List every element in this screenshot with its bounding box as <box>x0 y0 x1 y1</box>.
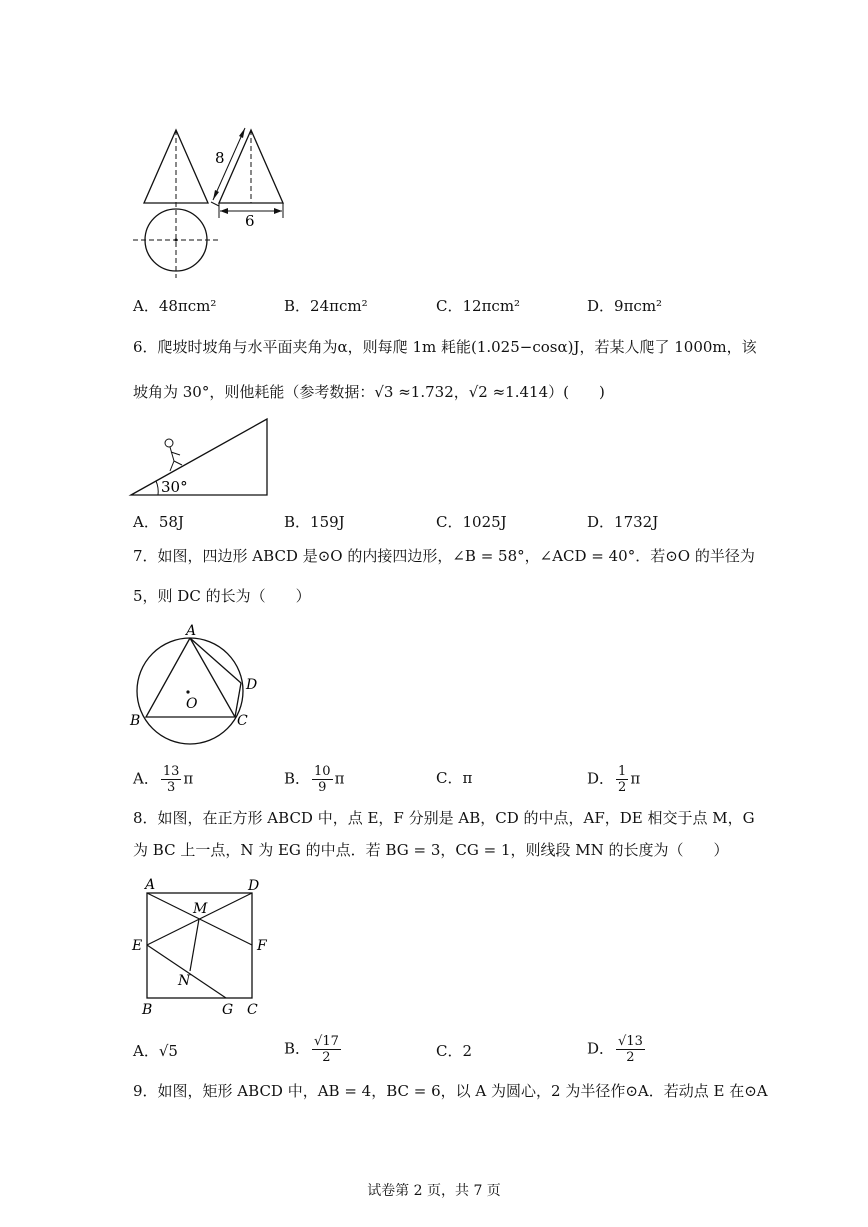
q5-option-b: B．24πcm² <box>284 297 368 315</box>
q5-option-a: A．48πcm² <box>133 297 217 315</box>
dimension-label-6: 6 <box>245 212 255 230</box>
dimension-label-8: 8 <box>215 149 225 167</box>
point-label-b: B <box>142 1002 153 1018</box>
q8-stem-line1: 8．如图，在正方形 ABCD 中，点 E，F 分别是 AB，CD 的中点，AF，DE 相交于点 M，G <box>133 809 755 827</box>
q7-option-c: C．π <box>436 769 473 787</box>
q8-option-a: A．√5 <box>133 1042 178 1060</box>
point-label-a: A <box>145 877 156 893</box>
q7-stem-line1: 7．如图，四边形 ABCD 是⊙O 的内接四边形，∠B = 58°，∠ACD = 40°．若⊙O 的半径为 <box>133 547 755 565</box>
cone-three-view-figure <box>125 118 295 278</box>
inscribed-quadrilateral-figure <box>125 623 265 748</box>
q6-option-d: D．1732J <box>587 513 659 531</box>
point-label-e: E <box>132 938 143 954</box>
q7-option-a: A． $\frac{13}{3}$ π <box>133 764 194 795</box>
point-label-d: D <box>246 677 258 693</box>
point-label-n: N <box>178 973 191 989</box>
slope-angle-label: 30° <box>161 478 188 496</box>
q5-option-d: D．9πcm² <box>587 297 663 315</box>
point-label-c: C <box>237 713 248 729</box>
point-label-g: G <box>222 1002 234 1018</box>
q6-option-c: C．1025J <box>436 513 507 531</box>
q8-option-b: B． $\frac{√17}{2}$ <box>284 1034 339 1065</box>
slope-figure <box>128 415 273 500</box>
point-label-d: D <box>248 878 260 894</box>
q6-stem-line1: 6．爬坡时坡角与水平面夹角为α，则每爬 1m 耗能(1.025−cosα)J，若某人爬了 1000m，该 <box>133 338 757 356</box>
q8-stem-line2: 为 BC 上一点，N 为 EG 的中点．若 BG = 3，CG = 1，则线段 MN 的长度为（ ） <box>133 841 729 859</box>
q7-stem-line2: 5，则 DC 的长为（ ） <box>133 587 311 605</box>
square-figure <box>128 873 278 1021</box>
q8-option-d: D． $\frac{√13}{2}$ <box>587 1034 643 1065</box>
point-label-f: F <box>257 938 267 954</box>
q8-option-c: C．2 <box>436 1042 473 1060</box>
q9-stem-line1: 9．如图，矩形 ABCD 中，AB = 4，BC = 6，以 A 为圆心，2 为半径作⊙A．若动点 E 在⊙A <box>133 1082 768 1100</box>
point-label-c: C <box>247 1002 258 1018</box>
q5-option-c: C．12πcm² <box>436 297 521 315</box>
point-label-b: B <box>130 713 141 729</box>
page-footer: 试卷第 2 页，共 7 页 <box>367 1183 501 1199</box>
q7-option-b: B． $\frac{10}{9}$ π <box>284 764 345 795</box>
q6-option-a: A．58J <box>133 513 184 531</box>
point-label-o: O <box>186 696 198 712</box>
point-label-m: M <box>193 901 208 917</box>
q6-option-b: B．159J <box>284 513 345 531</box>
point-label-a: A <box>186 623 197 639</box>
q7-option-d: D． $\frac{1}{2}$ π <box>587 764 641 795</box>
q6-stem-line2: 坡角为 30°，则他耗能（参考数据：√3 ≈1.732，√2 ≈1.414）( ) <box>133 383 605 401</box>
